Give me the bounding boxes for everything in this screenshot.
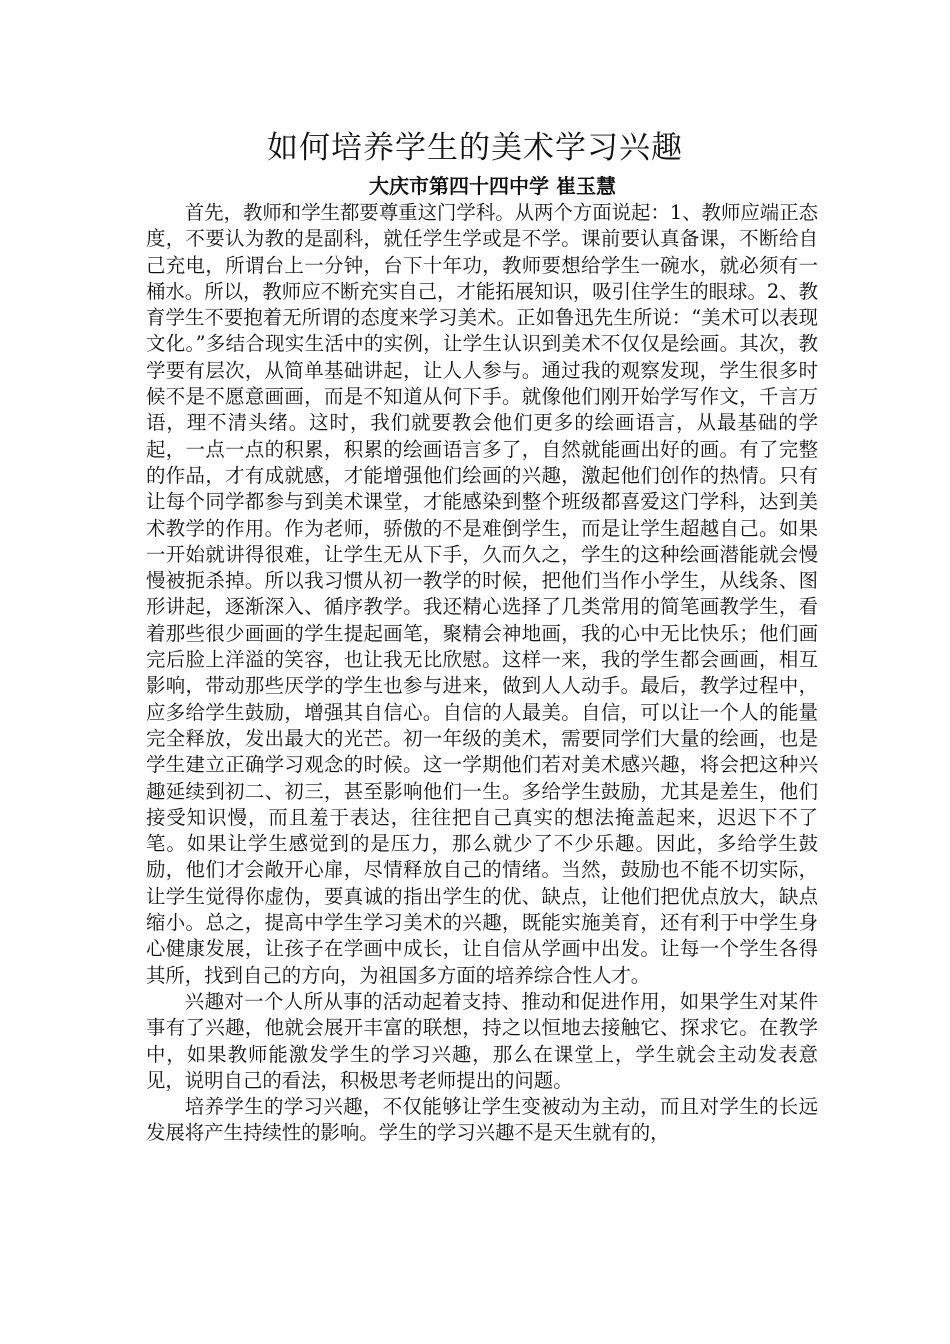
paragraph: 首先，教师和学生都要尊重这门学科。从两个方面说起：1、教师应端正态度，不要认为教的是副科，就任学生学或是不学。课前要认真备课，不断给自己充电，所谓台上一分钟，台下十年功，教师要想给学生一碗水，就必须有一桶水。所以，教师应不断充实自己，才能拓展知识，吸引住学生的眼球。2、教育学生不要抱着无所谓的态度来学习美术。正如鲁迅先生所说：“美术可以表现文化。”多结合现实生活中的实例，让学生认识到美术不仅仅是绘画。其次，教学要有层次，从简单基础讲起，让人人参与。通过我的观察发现，学生很多时候不是不愿意画画，而是不知道从何下手。就像他们刚开始学写作文，千言万语，理不清头绪。这时，我们就要教会他们更多的绘画语言，从最基础的学起，一点一点的积累，积累的绘画语言多了，自然就能画出好的画。有了完整的作品，才有成就感，才能增强他们绘画的兴趣，激起他们创作的热情。只有让每个同学都参与到美术课堂，才能感染到整个班级都喜爱这门学科，达到美术教学的作用。作为老师，骄傲的不是难倒学生，而是让学生超越自己。如果一开始就讲得很难，让学生无从下手，久而久之，学生的这种绘画潜能就会慢慢被扼杀掉。所以我习惯从初一教学的时候，把他们当作小学生，从线条、图形讲起，逐渐深入、循序教学。我还精心选择了几类常用的简笔画教学生，看着那些很少画画的学生提起画笔，聚精会神地画，我的心中无比快乐；他们画完后脸上洋溢的笑容，也让我无比欣慰。这样一来，我的学生都会画画，相互影响，带动那些厌学的学生也参与进来，做到人人动手。最后，教学过程中，应多给学生鼓励，增强其自信心。自信的人最美。自信，可以让一个人的能量完全释放，发出最大的光芒。初一年级的美术，需要同学们大量的绘画，也是学生建立正确学习观念的时候。这一学期他们若对美术感兴趣，将会把这种兴趣延续到初二、初三，甚至影响他们一生。多给学生鼓励，尤其是差生，他们接受知识慢，而且羞于表达，往往把自己真实的想法掩盖起来，迟迟下不了笔。如果让学生感觉到的是压力，那么就少了不少乐趣。因此，多给学生鼓励，他们才会敞开心扉，尽情释放自己的情绪。当然，鼓励也不能不切实际，让学生觉得你虚伪，要真诚的指出学生的优、缺点，让他们把优点放大，缺点缩小。总之，提高中学生学习美术的兴趣，既能实施美育，还有利于中学生身心健康发展，让孩子在学画中成长，让自信从学画中出发。让每一个学生各得其所，找到自己的方向，为祖国多方面的培养综合性人才。 [146,201,818,987]
paragraph: 兴趣对一个人所从事的活动起着支持、推动和促进作用，如果学生对某件事有了兴趣，他就会展开丰富的联想，持之以恒地去接触它、探求它。在教学中，如果教师能激发学生的学习兴趣，那么在课堂上，学生就会主动发表意见，说明自己的看法，积极思考老师提出的问题。 [146,989,818,1092]
paragraph: 培养学生的学习兴趣，不仅能够让学生变被动为主动，而且对学生的长远发展将产生持续性的影响。学生的学习兴趣不是天生就有的， [146,1095,818,1145]
author-line: 大庆市第四十四中学 崔玉慧 [369,174,616,198]
document-body [146,200,818,1147]
document-title: 如何培养学生的美术学习兴趣 [267,130,683,166]
